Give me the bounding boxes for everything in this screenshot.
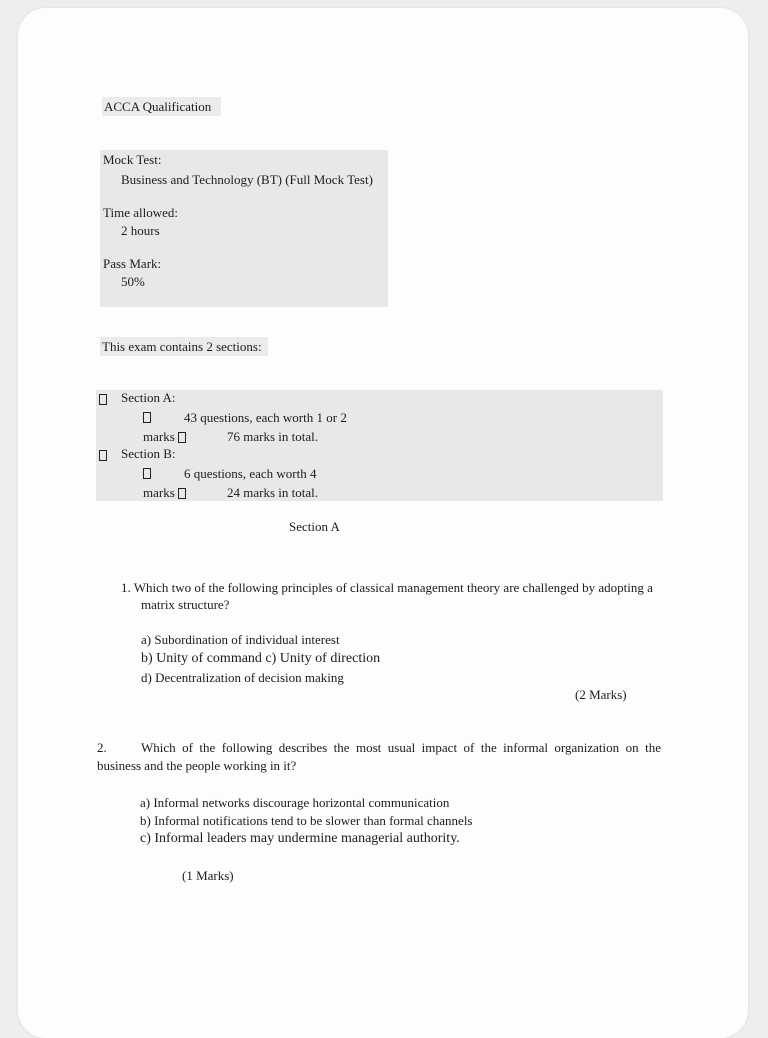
pass-mark-value: 50% (121, 274, 145, 289)
section-a-marks-word: marks (143, 429, 175, 444)
pass-mark-label: Pass Mark: (103, 256, 162, 271)
section-b-marks-word: marks (143, 485, 175, 500)
question-2-text-cont: business and the people working in it? (97, 758, 297, 773)
mock-test-value: Business and Technology (BT) (Full Mock Test) (121, 172, 373, 187)
question-1-text: 1. Which two of the following principles of classical management theory are challenged by adopting a (121, 580, 653, 595)
question-1-text-cont: matrix structure? (141, 597, 230, 612)
time-allowed-value: 2 hours (121, 223, 160, 238)
section-a-label: Section A: (121, 390, 176, 405)
section-a-total-bullet-icon (178, 432, 186, 443)
section-b-detail: 6 questions, each worth 4 (184, 466, 317, 481)
section-a-detail-bullet-icon (143, 412, 151, 423)
question-1-option-bc: b) Unity of command c) Unity of direction (141, 651, 381, 666)
section-a-total: 76 marks in total. (227, 429, 318, 444)
qualification-title: ACCA Qualification (102, 97, 221, 116)
question-1-option-d: d) Decentralization of decision making (141, 670, 344, 685)
section-a-bullet-icon (99, 394, 107, 405)
question-2-marks: (1 Marks) (182, 868, 234, 883)
section-b-detail-bullet-icon (143, 468, 151, 479)
section-b-total-bullet-icon (178, 488, 186, 499)
mock-test-label: Mock Test: (103, 152, 162, 167)
question-2-option-a: a) Informal networks discourage horizontal communication (140, 795, 450, 810)
question-1-option-a: a) Subordination of individual interest (141, 632, 340, 647)
question-2-number: 2. (97, 740, 107, 755)
question-1-marks: (2 Marks) (575, 687, 627, 702)
section-b-total: 24 marks in total. (227, 485, 318, 500)
section-b-bullet-icon (99, 450, 107, 461)
sections-intro: This exam contains 2 sections: (100, 337, 268, 356)
sections-summary-box (96, 390, 663, 501)
section-a-detail: 43 questions, each worth 1 or 2 (184, 410, 347, 425)
time-allowed-label: Time allowed: (103, 205, 178, 220)
question-2-text: Which of the following describes the most usual impact of the informal organization on the (141, 740, 661, 755)
section-b-label: Section B: (121, 446, 176, 461)
section-a-title: Section A (289, 519, 340, 534)
question-2-option-c: c) Informal leaders may undermine managerial authority. (140, 831, 460, 846)
question-2-option-b: b) Informal notifications tend to be slower than formal channels (140, 813, 473, 828)
